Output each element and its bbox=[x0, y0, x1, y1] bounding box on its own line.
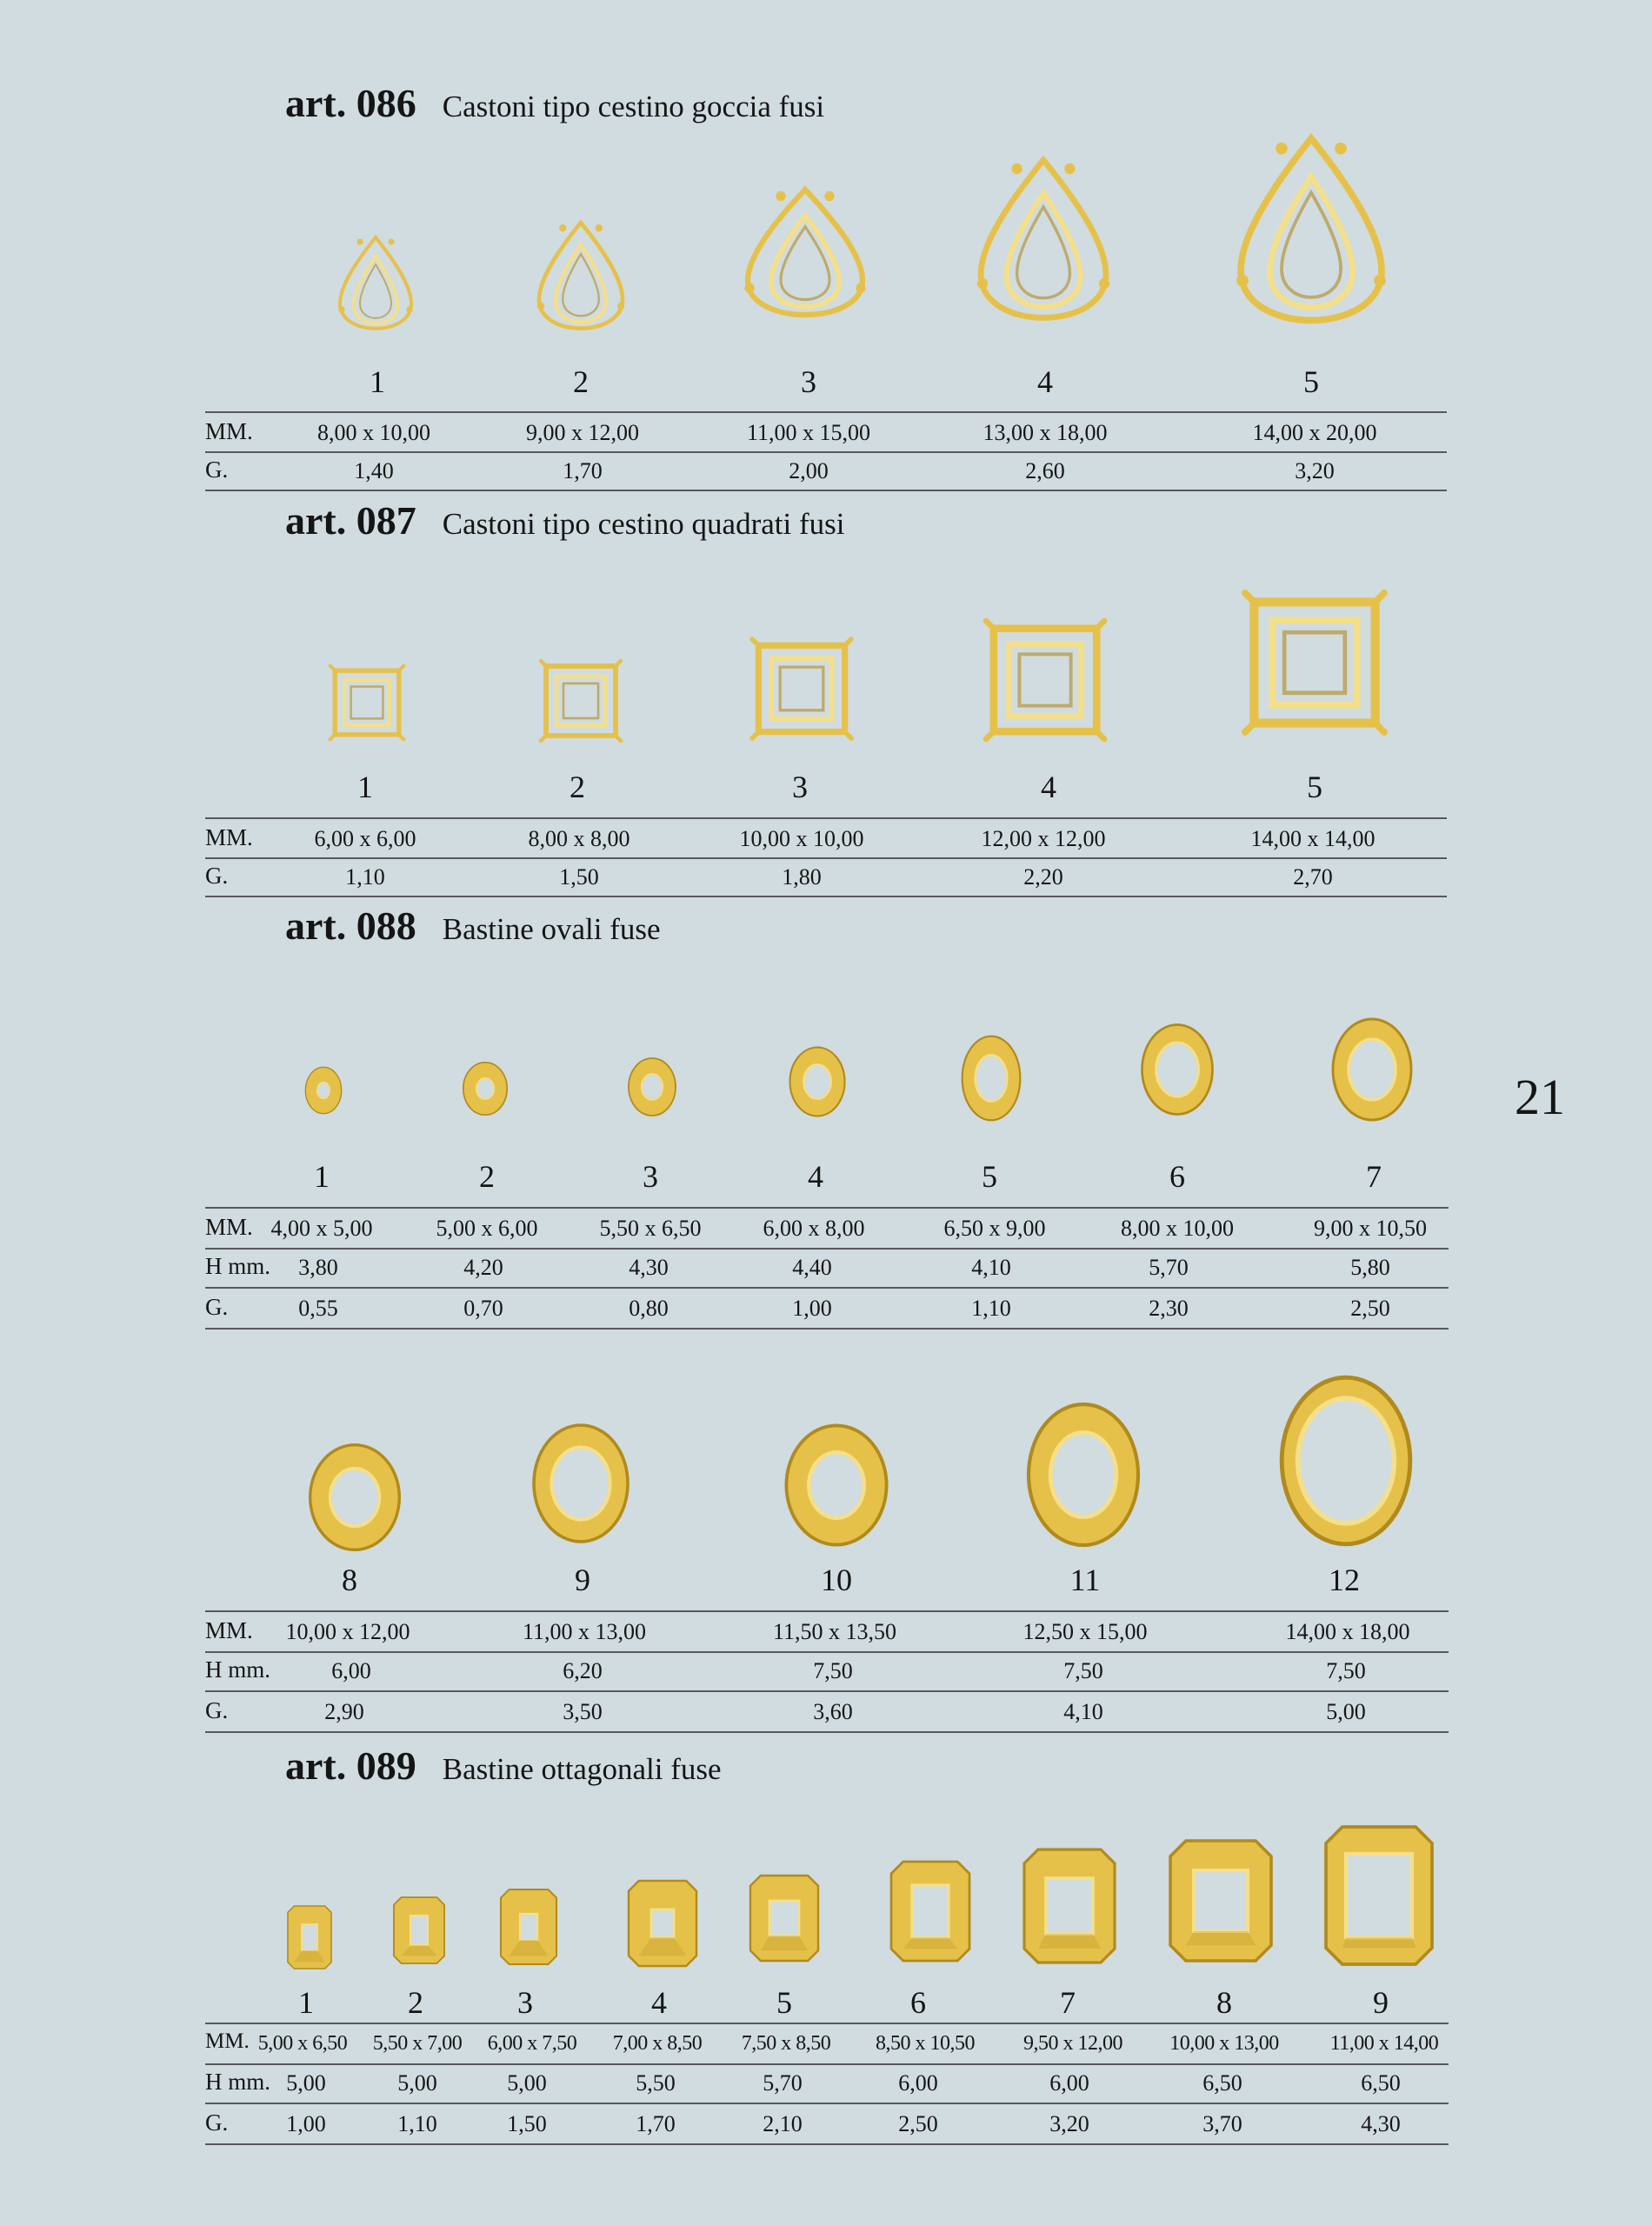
teardrop-setting-5 bbox=[1237, 137, 1385, 337]
table-cell: 10,00 x 13,00 bbox=[1169, 2032, 1279, 2055]
table-cell: 8,50 x 10,50 bbox=[876, 2032, 975, 2055]
octagonal-bezel-2-image bbox=[393, 1896, 445, 1964]
table-cell: 9,50 x 12,00 bbox=[1023, 2032, 1122, 2055]
square-setting-5-image bbox=[1239, 587, 1390, 738]
table-cell: 1,70 bbox=[636, 2111, 676, 2136]
oval-bezel-4-image bbox=[787, 1044, 848, 1119]
article-name: Bastine ottagonali fuse bbox=[442, 1752, 722, 1786]
size-number: 1 bbox=[298, 1985, 314, 2020]
table-cell: 9,00 x 10,50 bbox=[1314, 1216, 1427, 1241]
oval-bezel-9-image bbox=[529, 1420, 633, 1547]
table-row-g-088a bbox=[205, 1289, 1449, 1330]
size-number: 1 bbox=[357, 770, 373, 804]
octagonal-bezel-3-image bbox=[500, 1889, 557, 1965]
teardrop-setting-2-image bbox=[536, 221, 626, 339]
section-title-089 bbox=[285, 1743, 722, 1789]
oval-bezel-8-image bbox=[305, 1440, 404, 1555]
size-number: 2 bbox=[573, 364, 589, 399]
row-label: H mm. bbox=[205, 1253, 271, 1279]
table-cell: 3,20 bbox=[1295, 458, 1335, 483]
table-cell: 4,30 bbox=[1361, 2111, 1401, 2136]
table-cell: 10,00 x 12,00 bbox=[285, 1619, 410, 1644]
oval-bezel-6-image bbox=[1138, 1021, 1216, 1118]
square-setting-4 bbox=[981, 616, 1109, 744]
octagonal-bezel-6-image bbox=[890, 1861, 970, 1962]
table-cell: 11,50 x 13,50 bbox=[772, 1619, 897, 1644]
size-number: 4 bbox=[1041, 770, 1056, 804]
table-row-h-088b bbox=[205, 1651, 1449, 1692]
octagonal-bezel-5-image bbox=[749, 1875, 819, 1962]
size-number: 3 bbox=[792, 770, 808, 804]
article-name: Bastine ovali fuse bbox=[442, 912, 661, 946]
table-cell: 9,00 x 12,00 bbox=[526, 420, 639, 445]
article-code: art. 088 bbox=[285, 903, 416, 948]
table-row-mm-088b bbox=[205, 1610, 1449, 1653]
oval-bezel-10 bbox=[781, 1420, 892, 1550]
octagonal-bezel-4 bbox=[628, 1880, 697, 1967]
row-label: G. bbox=[205, 1294, 229, 1320]
table-cell: 6,00 bbox=[1049, 2070, 1089, 2096]
row-label: H mm. bbox=[205, 2069, 271, 2095]
table-row-g-086 bbox=[205, 451, 1447, 491]
table-cell: 2,10 bbox=[763, 2111, 803, 2136]
table-cell: 1,50 bbox=[507, 2111, 547, 2136]
size-number: 7 bbox=[1366, 1159, 1382, 1194]
section-title-086 bbox=[285, 80, 824, 126]
size-number: 5 bbox=[1307, 770, 1322, 804]
octagonal-bezel-8-image bbox=[1169, 1840, 1272, 1962]
teardrop-setting-3 bbox=[744, 188, 866, 327]
row-label: MM. bbox=[205, 418, 253, 444]
square-setting-3-image bbox=[748, 635, 856, 743]
octagonal-bezel-4-image bbox=[628, 1880, 697, 1967]
row-label: MM. bbox=[205, 1617, 253, 1643]
table-cell: 1,10 bbox=[397, 2111, 437, 2136]
table-cell: 14,00 x 18,00 bbox=[1285, 1619, 1410, 1644]
octagonal-bezel-1-image bbox=[287, 1905, 332, 1969]
table-row-mm-086 bbox=[205, 411, 1447, 453]
oval-bezel-1 bbox=[303, 1065, 343, 1116]
octagonal-bezel-9 bbox=[1325, 1826, 1433, 1965]
octagonal-bezel-7 bbox=[1023, 1849, 1116, 1963]
oval-bezel-5-image bbox=[959, 1033, 1023, 1123]
table-cell: 5,50 bbox=[636, 2070, 676, 2096]
table-cell: 4,10 bbox=[971, 1255, 1011, 1280]
octagonal-bezel-6 bbox=[890, 1861, 970, 1962]
table-cell: 5,50 x 7,00 bbox=[372, 2032, 463, 2055]
table-cell: 12,00 x 12,00 bbox=[981, 826, 1106, 851]
table-cell: 2,60 bbox=[1025, 458, 1065, 483]
row-label: G. bbox=[205, 2109, 229, 2136]
table-row-h-089 bbox=[205, 2063, 1449, 2104]
octagonal-bezel-2 bbox=[393, 1896, 445, 1964]
table-cell: 1,10 bbox=[345, 864, 385, 890]
teardrop-setting-1-image bbox=[336, 236, 415, 338]
row-label: MM. bbox=[205, 824, 253, 850]
table-cell: 8,00 x 8,00 bbox=[528, 826, 630, 851]
table-row-mm-088a bbox=[205, 1207, 1449, 1250]
size-number: 10 bbox=[821, 1563, 852, 1597]
size-number: 8 bbox=[342, 1563, 357, 1597]
table-cell: 0,80 bbox=[629, 1296, 669, 1321]
table-cell: 11,00 x 15,00 bbox=[746, 420, 871, 445]
octagonal-bezel-7-image bbox=[1023, 1849, 1116, 1963]
table-cell: 7,50 bbox=[813, 1658, 853, 1683]
table-cell: 6,20 bbox=[563, 1658, 603, 1683]
table-cell: 1,40 bbox=[354, 458, 394, 483]
table-cell: 6,50 bbox=[1361, 2070, 1401, 2096]
oval-bezel-8 bbox=[305, 1440, 404, 1555]
square-setting-2-image bbox=[537, 657, 624, 744]
oval-bezel-3 bbox=[626, 1056, 678, 1118]
size-number: 2 bbox=[479, 1159, 495, 1194]
oval-bezel-5 bbox=[959, 1033, 1023, 1123]
table-cell: 1,00 bbox=[286, 2111, 326, 2136]
article-name: Castoni tipo cestino quadrati fusi bbox=[442, 507, 845, 541]
teardrop-setting-3-image bbox=[744, 188, 866, 327]
oval-bezel-7 bbox=[1329, 1015, 1416, 1124]
table-cell: 2,20 bbox=[1023, 864, 1063, 890]
size-number: 4 bbox=[1037, 364, 1053, 399]
size-number: 4 bbox=[808, 1159, 823, 1194]
octagonal-bezel-3 bbox=[500, 1889, 557, 1965]
section-title-088 bbox=[285, 903, 661, 949]
octagonal-bezel-8 bbox=[1169, 1840, 1272, 1962]
size-number: 1 bbox=[370, 364, 385, 399]
size-number: 3 bbox=[517, 1985, 533, 2020]
table-cell: 4,10 bbox=[1063, 1699, 1103, 1724]
size-number: 3 bbox=[643, 1159, 658, 1194]
table-cell: 1,70 bbox=[563, 458, 603, 483]
table-cell: 1,80 bbox=[782, 864, 822, 890]
table-cell: 2,70 bbox=[1293, 864, 1333, 890]
square-setting-4-image bbox=[981, 616, 1109, 744]
oval-bezel-2-image bbox=[461, 1060, 510, 1117]
table-cell: 5,00 x 6,00 bbox=[436, 1216, 538, 1241]
table-cell: 8,00 x 10,00 bbox=[317, 420, 430, 445]
table-cell: 1,50 bbox=[559, 864, 599, 890]
table-cell: 4,40 bbox=[792, 1255, 832, 1280]
octagonal-bezel-1 bbox=[287, 1905, 332, 1969]
table-cell: 6,50 bbox=[1202, 2070, 1242, 2096]
square-setting-3 bbox=[748, 635, 856, 743]
article-code: art. 089 bbox=[285, 1743, 416, 1788]
table-cell: 0,55 bbox=[298, 1296, 338, 1321]
size-number: 6 bbox=[1169, 1159, 1185, 1194]
table-cell: 5,50 x 6,50 bbox=[599, 1216, 702, 1241]
teardrop-setting-4-image bbox=[977, 158, 1109, 332]
table-cell: 14,00 x 20,00 bbox=[1252, 420, 1377, 445]
row-label: G. bbox=[205, 1697, 229, 1723]
table-cell: 7,50 bbox=[1326, 1658, 1366, 1683]
size-number: 2 bbox=[570, 770, 585, 804]
table-cell: 7,00 x 8,50 bbox=[612, 2032, 703, 2055]
table-cell: 6,00 bbox=[331, 1658, 371, 1683]
teardrop-setting-1 bbox=[336, 236, 415, 338]
size-number: 2 bbox=[408, 1985, 423, 2020]
size-number: 11 bbox=[1069, 1563, 1101, 1597]
oval-bezel-10-image bbox=[781, 1420, 892, 1550]
teardrop-setting-5-image bbox=[1237, 137, 1385, 337]
row-label: G. bbox=[205, 863, 229, 889]
row-label: MM. bbox=[205, 1214, 253, 1240]
square-setting-5 bbox=[1239, 587, 1390, 738]
row-label: G. bbox=[205, 457, 229, 483]
table-cell: 11,00 x 14,00 bbox=[1329, 2032, 1439, 2055]
teardrop-setting-2 bbox=[536, 221, 626, 339]
size-number: 9 bbox=[575, 1563, 590, 1597]
octagonal-bezel-9-image bbox=[1325, 1826, 1433, 1965]
size-number: 6 bbox=[910, 1985, 926, 2020]
oval-bezel-12-image bbox=[1275, 1370, 1417, 1551]
table-row-g-088b bbox=[205, 1692, 1449, 1733]
square-setting-1-image bbox=[327, 663, 407, 743]
table-cell: 6,00 x 8,00 bbox=[763, 1216, 865, 1241]
octagonal-bezel-5 bbox=[749, 1875, 819, 1962]
table-cell: 6,00 x 6,00 bbox=[314, 826, 416, 851]
page-number: 21 bbox=[1515, 1069, 1565, 1125]
oval-bezel-6 bbox=[1138, 1021, 1216, 1118]
table-cell: 6,00 x 7,50 bbox=[487, 2032, 577, 2055]
oval-bezel-2 bbox=[461, 1060, 510, 1117]
table-cell: 13,00 x 18,00 bbox=[983, 420, 1108, 445]
size-number: 7 bbox=[1060, 1985, 1076, 2020]
table-cell: 4,20 bbox=[463, 1255, 503, 1280]
size-number: 5 bbox=[776, 1985, 792, 2020]
table-cell: 5,00 bbox=[507, 2070, 547, 2096]
table-cell: 2,50 bbox=[1350, 1296, 1390, 1321]
table-cell: 5,70 bbox=[1149, 1255, 1189, 1280]
table-row-g-089 bbox=[205, 2104, 1449, 2145]
article-code: art. 087 bbox=[285, 498, 416, 543]
size-number: 5 bbox=[1303, 364, 1319, 399]
table-cell: 3,70 bbox=[1202, 2111, 1242, 2136]
row-label: MM. bbox=[205, 2029, 250, 2053]
table-cell: 2,90 bbox=[324, 1699, 364, 1724]
table-cell: 14,00 x 14,00 bbox=[1250, 826, 1376, 851]
table-cell: 5,80 bbox=[1350, 1255, 1390, 1280]
size-number: 1 bbox=[314, 1159, 330, 1194]
table-cell: 3,60 bbox=[813, 1699, 853, 1724]
table-row-g-087 bbox=[205, 857, 1447, 897]
table-cell: 2,00 bbox=[789, 458, 829, 483]
oval-bezel-1-image bbox=[303, 1065, 343, 1116]
size-number: 3 bbox=[801, 364, 816, 399]
table-cell: 5,00 x 6,50 bbox=[257, 2032, 348, 2055]
table-cell: 3,50 bbox=[563, 1699, 603, 1724]
table-cell: 3,80 bbox=[298, 1255, 338, 1280]
table-cell: 5,00 bbox=[1326, 1699, 1366, 1724]
square-setting-2 bbox=[537, 657, 624, 744]
table-cell: 5,70 bbox=[763, 2070, 803, 2096]
table-cell: 6,50 x 9,00 bbox=[943, 1216, 1046, 1241]
table-cell: 3,20 bbox=[1049, 2111, 1089, 2136]
table-cell: 4,30 bbox=[629, 1255, 669, 1280]
table-cell: 5,00 bbox=[397, 2070, 437, 2096]
table-cell: 7,50 bbox=[1063, 1658, 1103, 1683]
oval-bezel-11-image bbox=[1023, 1398, 1144, 1551]
oval-bezel-9 bbox=[529, 1420, 633, 1547]
table-cell: 4,00 x 5,00 bbox=[270, 1216, 373, 1241]
table-cell: 1,00 bbox=[792, 1296, 832, 1321]
row-label: H mm. bbox=[205, 1656, 271, 1683]
table-cell: 10,00 x 10,00 bbox=[739, 826, 864, 851]
table-cell: 11,00 x 13,00 bbox=[522, 1619, 647, 1644]
table-cell: 1,10 bbox=[971, 1296, 1011, 1321]
table-cell: 5,00 bbox=[286, 2070, 326, 2096]
table-row-mm-087 bbox=[205, 817, 1447, 859]
square-setting-1 bbox=[327, 663, 407, 743]
oval-bezel-7-image bbox=[1329, 1015, 1416, 1124]
table-cell: 6,00 bbox=[898, 2070, 938, 2096]
size-number: 5 bbox=[982, 1159, 997, 1194]
oval-bezel-11 bbox=[1023, 1398, 1144, 1551]
article-code: art. 086 bbox=[285, 81, 416, 125]
table-cell: 12,50 x 15,00 bbox=[1023, 1619, 1148, 1644]
table-row-h-088a bbox=[205, 1248, 1449, 1289]
table-cell: 7,50 x 8,50 bbox=[741, 2032, 831, 2055]
table-cell: 2,30 bbox=[1149, 1296, 1189, 1321]
size-number: 4 bbox=[651, 1985, 667, 2020]
oval-bezel-4 bbox=[787, 1044, 848, 1119]
section-title-087 bbox=[285, 497, 844, 543]
oval-bezel-12 bbox=[1275, 1370, 1417, 1551]
size-number: 12 bbox=[1329, 1563, 1360, 1597]
teardrop-setting-4 bbox=[977, 158, 1109, 332]
table-cell: 2,50 bbox=[898, 2111, 938, 2136]
size-number: 9 bbox=[1373, 1985, 1389, 2020]
size-number: 8 bbox=[1216, 1985, 1232, 2020]
table-cell: 8,00 x 10,00 bbox=[1121, 1216, 1234, 1241]
oval-bezel-3-image bbox=[626, 1056, 678, 1118]
table-cell: 0,70 bbox=[463, 1296, 503, 1321]
article-name: Castoni tipo cestino goccia fusi bbox=[442, 90, 825, 123]
table-row-mm-089 bbox=[205, 2023, 1449, 2065]
